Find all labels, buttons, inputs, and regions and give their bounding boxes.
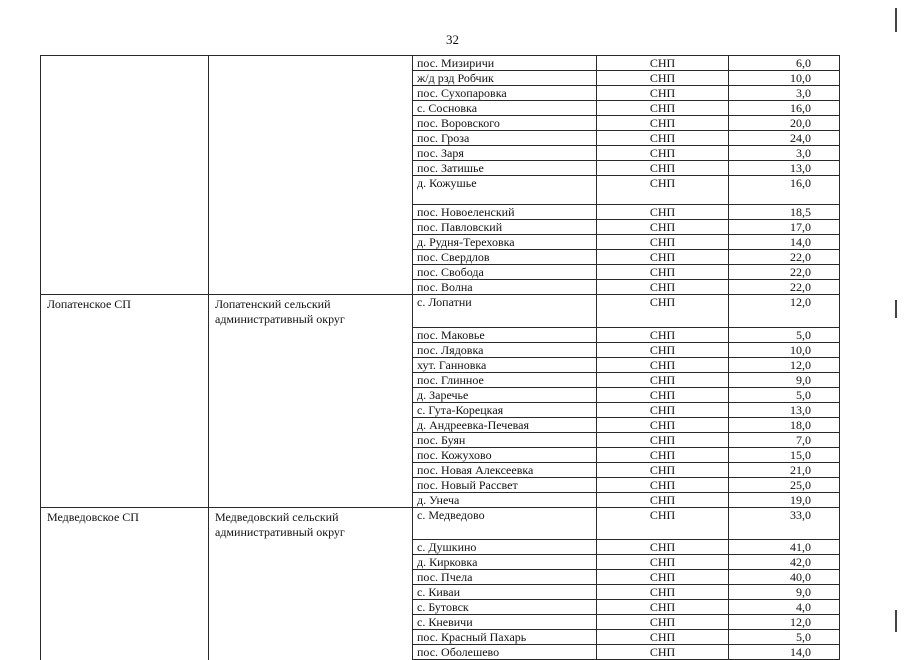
type-cell: СНП (597, 265, 729, 280)
settlement-cell: д. Заречье (413, 387, 597, 402)
type-cell: СНП (597, 176, 729, 205)
municipality-cell (41, 161, 209, 176)
municipality-cell (41, 570, 209, 585)
type-cell: СНП (597, 432, 729, 447)
admin-district-cell (209, 101, 413, 116)
settlement-cell: с. Медведово (413, 507, 597, 540)
settlements-table (40, 55, 840, 660)
type-cell: СНП (597, 280, 729, 295)
admin-district-cell (209, 645, 413, 660)
table-row (41, 131, 840, 146)
municipality-cell (41, 585, 209, 600)
settlement-cell: пос. Новая Алексеевка (413, 462, 597, 477)
municipality-cell (41, 205, 209, 220)
table-row (41, 555, 840, 570)
distance-cell: 13,0 (729, 161, 840, 176)
settlement-cell: пос. Воровского (413, 116, 597, 131)
distance-cell: 22,0 (729, 265, 840, 280)
settlement-cell: пос. Новый Рассвет (413, 477, 597, 492)
type-cell: СНП (597, 56, 729, 71)
municipality-cell (41, 417, 209, 432)
distance-cell: 20,0 (729, 116, 840, 131)
municipality-cell (41, 176, 209, 205)
settlement-cell: с. Лопатни (413, 295, 597, 328)
table-row (41, 477, 840, 492)
distance-cell: 18,5 (729, 205, 840, 220)
distance-cell: 24,0 (729, 131, 840, 146)
table-row (41, 540, 840, 555)
table-row (41, 372, 840, 387)
type-cell: СНП (597, 161, 729, 176)
municipality-cell (41, 645, 209, 660)
type-cell: СНП (597, 645, 729, 660)
admin-district-cell (209, 630, 413, 645)
distance-cell: 22,0 (729, 280, 840, 295)
type-cell: СНП (597, 402, 729, 417)
settlement-cell: д. Унеча (413, 492, 597, 507)
type-cell: СНП (597, 570, 729, 585)
distance-cell: 10,0 (729, 71, 840, 86)
municipality-cell (41, 235, 209, 250)
admin-district-cell (209, 372, 413, 387)
distance-cell: 14,0 (729, 235, 840, 250)
admin-district-cell (209, 86, 413, 101)
admin-district-cell (209, 540, 413, 555)
type-cell: СНП (597, 585, 729, 600)
admin-district-cell (209, 116, 413, 131)
distance-cell: 5,0 (729, 327, 840, 342)
type-cell: СНП (597, 205, 729, 220)
admin-district-cell: Медведовский сельский административный округ (209, 507, 413, 540)
distance-cell: 22,0 (729, 250, 840, 265)
settlement-cell: пос. Маковье (413, 327, 597, 342)
table-row (41, 630, 840, 645)
table-row (41, 357, 840, 372)
settlement-cell: с. Бутовск (413, 600, 597, 615)
admin-district-cell (209, 555, 413, 570)
admin-district-cell (209, 161, 413, 176)
table-row (41, 235, 840, 250)
type-cell: СНП (597, 462, 729, 477)
scan-edge-mark (895, 610, 897, 632)
distance-cell: 33,0 (729, 507, 840, 540)
distance-cell: 21,0 (729, 462, 840, 477)
admin-district-cell (209, 600, 413, 615)
admin-district-cell (209, 387, 413, 402)
admin-district-cell (209, 357, 413, 372)
distance-cell: 41,0 (729, 540, 840, 555)
municipality-cell (41, 372, 209, 387)
table-row (41, 447, 840, 462)
table-row (41, 462, 840, 477)
admin-district-cell (209, 570, 413, 585)
municipality-cell (41, 265, 209, 280)
type-cell: СНП (597, 71, 729, 86)
scan-edge-mark (895, 8, 897, 32)
municipality-cell (41, 492, 209, 507)
municipality-cell (41, 280, 209, 295)
distance-cell: 3,0 (729, 86, 840, 101)
municipality-cell: Лопатенское СП (41, 295, 209, 328)
municipality-cell (41, 342, 209, 357)
settlement-cell: пос. Свердлов (413, 250, 597, 265)
scan-edge-mark (895, 300, 897, 318)
settlement-cell: пос. Глинное (413, 372, 597, 387)
table-row (41, 570, 840, 585)
type-cell: СНП (597, 630, 729, 645)
distance-cell: 19,0 (729, 492, 840, 507)
municipality-cell (41, 387, 209, 402)
municipality-cell (41, 630, 209, 645)
type-cell: СНП (597, 555, 729, 570)
distance-cell: 12,0 (729, 615, 840, 630)
type-cell: СНП (597, 146, 729, 161)
admin-district-cell (209, 492, 413, 507)
settlement-cell: д. Андреевка-Печевая (413, 417, 597, 432)
settlement-cell: пос. Свобода (413, 265, 597, 280)
admin-district-cell (209, 220, 413, 235)
municipality-cell (41, 540, 209, 555)
municipality-cell (41, 555, 209, 570)
table-row (41, 342, 840, 357)
municipality-cell (41, 447, 209, 462)
type-cell: СНП (597, 372, 729, 387)
settlement-cell: пос. Буян (413, 432, 597, 447)
type-cell: СНП (597, 417, 729, 432)
table-row (41, 56, 840, 71)
municipality-cell (41, 220, 209, 235)
admin-district-cell (209, 585, 413, 600)
table-row (41, 492, 840, 507)
distance-cell: 5,0 (729, 630, 840, 645)
type-cell: СНП (597, 327, 729, 342)
settlement-cell: хут. Ганновка (413, 357, 597, 372)
distance-cell: 25,0 (729, 477, 840, 492)
type-cell: СНП (597, 235, 729, 250)
distance-cell: 15,0 (729, 447, 840, 462)
settlement-cell: с. Кневичи (413, 615, 597, 630)
distance-cell: 12,0 (729, 295, 840, 328)
distance-cell: 3,0 (729, 146, 840, 161)
admin-district-cell: Лопатенский сельский административный округ (209, 295, 413, 328)
table-row (41, 146, 840, 161)
admin-district-cell (209, 131, 413, 146)
table-row (41, 250, 840, 265)
type-cell: СНП (597, 220, 729, 235)
settlement-cell: пос. Оболешево (413, 645, 597, 660)
municipality-cell (41, 86, 209, 101)
admin-district-cell (209, 235, 413, 250)
distance-cell: 16,0 (729, 101, 840, 116)
distance-cell: 4,0 (729, 600, 840, 615)
settlement-cell: пос. Волна (413, 280, 597, 295)
admin-district-cell (209, 56, 413, 71)
settlement-cell: пос. Кожухово (413, 447, 597, 462)
type-cell: СНП (597, 342, 729, 357)
type-cell: СНП (597, 507, 729, 540)
municipality-cell (41, 116, 209, 131)
admin-district-cell (209, 462, 413, 477)
table-row (41, 220, 840, 235)
table-row (41, 280, 840, 295)
settlement-cell: пос. Новоеленский (413, 205, 597, 220)
distance-cell: 13,0 (729, 402, 840, 417)
table-row (41, 101, 840, 116)
settlement-cell: пос. Пчела (413, 570, 597, 585)
type-cell: СНП (597, 492, 729, 507)
type-cell: СНП (597, 447, 729, 462)
distance-cell: 16,0 (729, 176, 840, 205)
municipality-cell (41, 615, 209, 630)
settlement-cell: с. Сосновка (413, 101, 597, 116)
table-row (41, 161, 840, 176)
distance-cell: 9,0 (729, 372, 840, 387)
table-row (41, 600, 840, 615)
distance-cell: 5,0 (729, 387, 840, 402)
type-cell: СНП (597, 477, 729, 492)
settlement-cell: ж/д рзд Робчик (413, 71, 597, 86)
settlement-cell: с. Киваи (413, 585, 597, 600)
page-number: 32 (446, 32, 459, 47)
type-cell: СНП (597, 540, 729, 555)
admin-district-cell (209, 176, 413, 205)
settlement-cell: пос. Мизиричи (413, 56, 597, 71)
municipality-cell (41, 357, 209, 372)
settlement-cell: пос. Сухопаровка (413, 86, 597, 101)
table-row (41, 265, 840, 280)
table-row (41, 402, 840, 417)
table-row (41, 387, 840, 402)
municipality-cell (41, 327, 209, 342)
settlement-cell: пос. Заря (413, 146, 597, 161)
settlement-cell: пос. Затишье (413, 161, 597, 176)
type-cell: СНП (597, 131, 729, 146)
distance-cell: 40,0 (729, 570, 840, 585)
distance-cell: 10,0 (729, 342, 840, 357)
municipality-cell (41, 131, 209, 146)
table-row (41, 71, 840, 86)
table-row (41, 295, 840, 328)
settlement-cell: д. Рудня-Тереховка (413, 235, 597, 250)
municipality-cell (41, 146, 209, 161)
municipality-cell (41, 600, 209, 615)
admin-district-cell (209, 265, 413, 280)
table-row (41, 507, 840, 540)
admin-district-cell (209, 71, 413, 86)
admin-district-cell (209, 205, 413, 220)
municipality-cell (41, 56, 209, 71)
municipality-cell (41, 402, 209, 417)
type-cell: СНП (597, 86, 729, 101)
type-cell: СНП (597, 101, 729, 116)
admin-district-cell (209, 417, 413, 432)
municipality-cell (41, 71, 209, 86)
type-cell: СНП (597, 615, 729, 630)
municipality-cell (41, 462, 209, 477)
table-row (41, 116, 840, 131)
admin-district-cell (209, 342, 413, 357)
table-row (41, 176, 840, 205)
distance-cell: 42,0 (729, 555, 840, 570)
admin-district-cell (209, 280, 413, 295)
settlement-cell: пос. Лядовка (413, 342, 597, 357)
type-cell: СНП (597, 116, 729, 131)
table-row (41, 86, 840, 101)
municipality-cell (41, 477, 209, 492)
table-row (41, 432, 840, 447)
municipality-cell (41, 101, 209, 116)
settlement-cell: д. Кирковка (413, 555, 597, 570)
distance-cell: 17,0 (729, 220, 840, 235)
admin-district-cell (209, 615, 413, 630)
table-row (41, 327, 840, 342)
admin-district-cell (209, 327, 413, 342)
settlement-cell: д. Кожушье (413, 176, 597, 205)
admin-district-cell (209, 477, 413, 492)
distance-cell: 9,0 (729, 585, 840, 600)
admin-district-cell (209, 447, 413, 462)
type-cell: СНП (597, 250, 729, 265)
type-cell: СНП (597, 295, 729, 328)
type-cell: СНП (597, 357, 729, 372)
municipality-cell (41, 432, 209, 447)
type-cell: СНП (597, 600, 729, 615)
settlement-cell: пос. Павловский (413, 220, 597, 235)
distance-cell: 6,0 (729, 56, 840, 71)
table-row (41, 417, 840, 432)
settlement-cell: пос. Гроза (413, 131, 597, 146)
table-row (41, 615, 840, 630)
municipality-cell (41, 250, 209, 265)
distance-cell: 12,0 (729, 357, 840, 372)
municipality-cell: Медведовское СП (41, 507, 209, 540)
table-row (41, 205, 840, 220)
admin-district-cell (209, 146, 413, 161)
distance-cell: 14,0 (729, 645, 840, 660)
distance-cell: 18,0 (729, 417, 840, 432)
settlement-cell: с. Душкино (413, 540, 597, 555)
settlement-cell: с. Гута-Корецкая (413, 402, 597, 417)
admin-district-cell (209, 250, 413, 265)
settlement-cell: пос. Красный Пахарь (413, 630, 597, 645)
distance-cell: 7,0 (729, 432, 840, 447)
type-cell: СНП (597, 387, 729, 402)
table-row (41, 585, 840, 600)
table-row (41, 645, 840, 660)
admin-district-cell (209, 432, 413, 447)
admin-district-cell (209, 402, 413, 417)
